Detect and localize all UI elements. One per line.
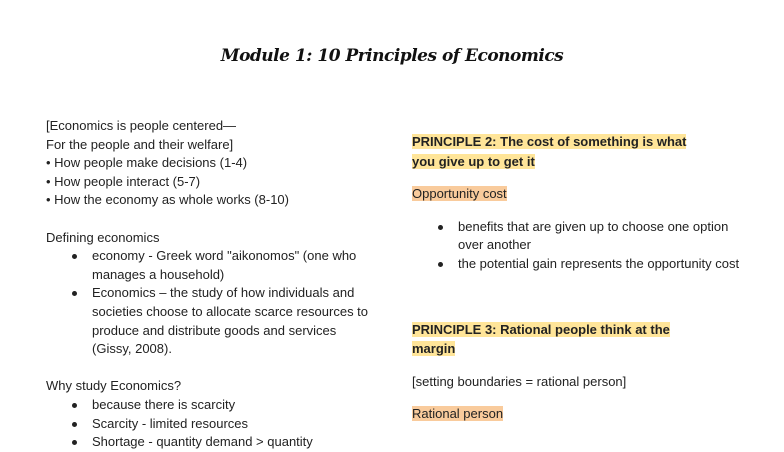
intro-line: • How people make decisions (1-4) <box>46 155 248 171</box>
bullet-icon <box>72 403 77 408</box>
rational-note: [setting boundaries = rational person] <box>412 373 627 389</box>
bullet-icon <box>438 262 443 267</box>
intro-line: • How the economy as whole works (8-10) <box>46 192 289 208</box>
defining-heading: Defining economics <box>46 229 160 245</box>
bullet-icon <box>72 254 77 259</box>
rational-person-term: Rational person <box>412 406 504 422</box>
intro-line: • How people interact (5-7) <box>46 173 201 189</box>
bullet-icon <box>438 225 443 230</box>
bullet-icon <box>72 422 77 427</box>
defining-list <box>46 247 376 359</box>
opportunity-cost-list <box>412 218 748 274</box>
list-item: Economics – the study of how individuals and societies choose to allocate scarce resources to produce and distribute goods and services (Gissy, 2008). <box>92 284 376 358</box>
intro-line: For the people and their welfare] <box>46 136 234 152</box>
list-item: Shortage - quantity demand > quantity <box>92 433 376 452</box>
page-title: Module 1: 10 Principles of Economics <box>220 46 564 66</box>
bullet-icon <box>72 291 77 296</box>
left-column <box>46 117 376 452</box>
principle-3-heading: PRINCIPLE 3: Rational people think at the margin <box>412 321 670 357</box>
why-list <box>46 396 376 452</box>
list-item: the potential gain represents the opportunity cost <box>458 255 748 274</box>
right-column <box>412 132 742 432</box>
opportunity-cost-term: Opportunity cost <box>412 186 507 202</box>
intro-line: [Economics is people centered— <box>46 118 237 133</box>
list-item: because there is scarcity <box>92 396 376 415</box>
list-item: Scarcity - limited resources <box>92 415 376 434</box>
list-item: economy - Greek word "aikonomos" (one who manages a household) <box>92 247 376 284</box>
why-heading: Why study Economics? <box>46 378 182 394</box>
principle-2-heading: PRINCIPLE 2: The cost of something is what you give up to get it <box>412 134 687 169</box>
list-item: benefits that are given up to choose one option over another <box>458 218 748 255</box>
